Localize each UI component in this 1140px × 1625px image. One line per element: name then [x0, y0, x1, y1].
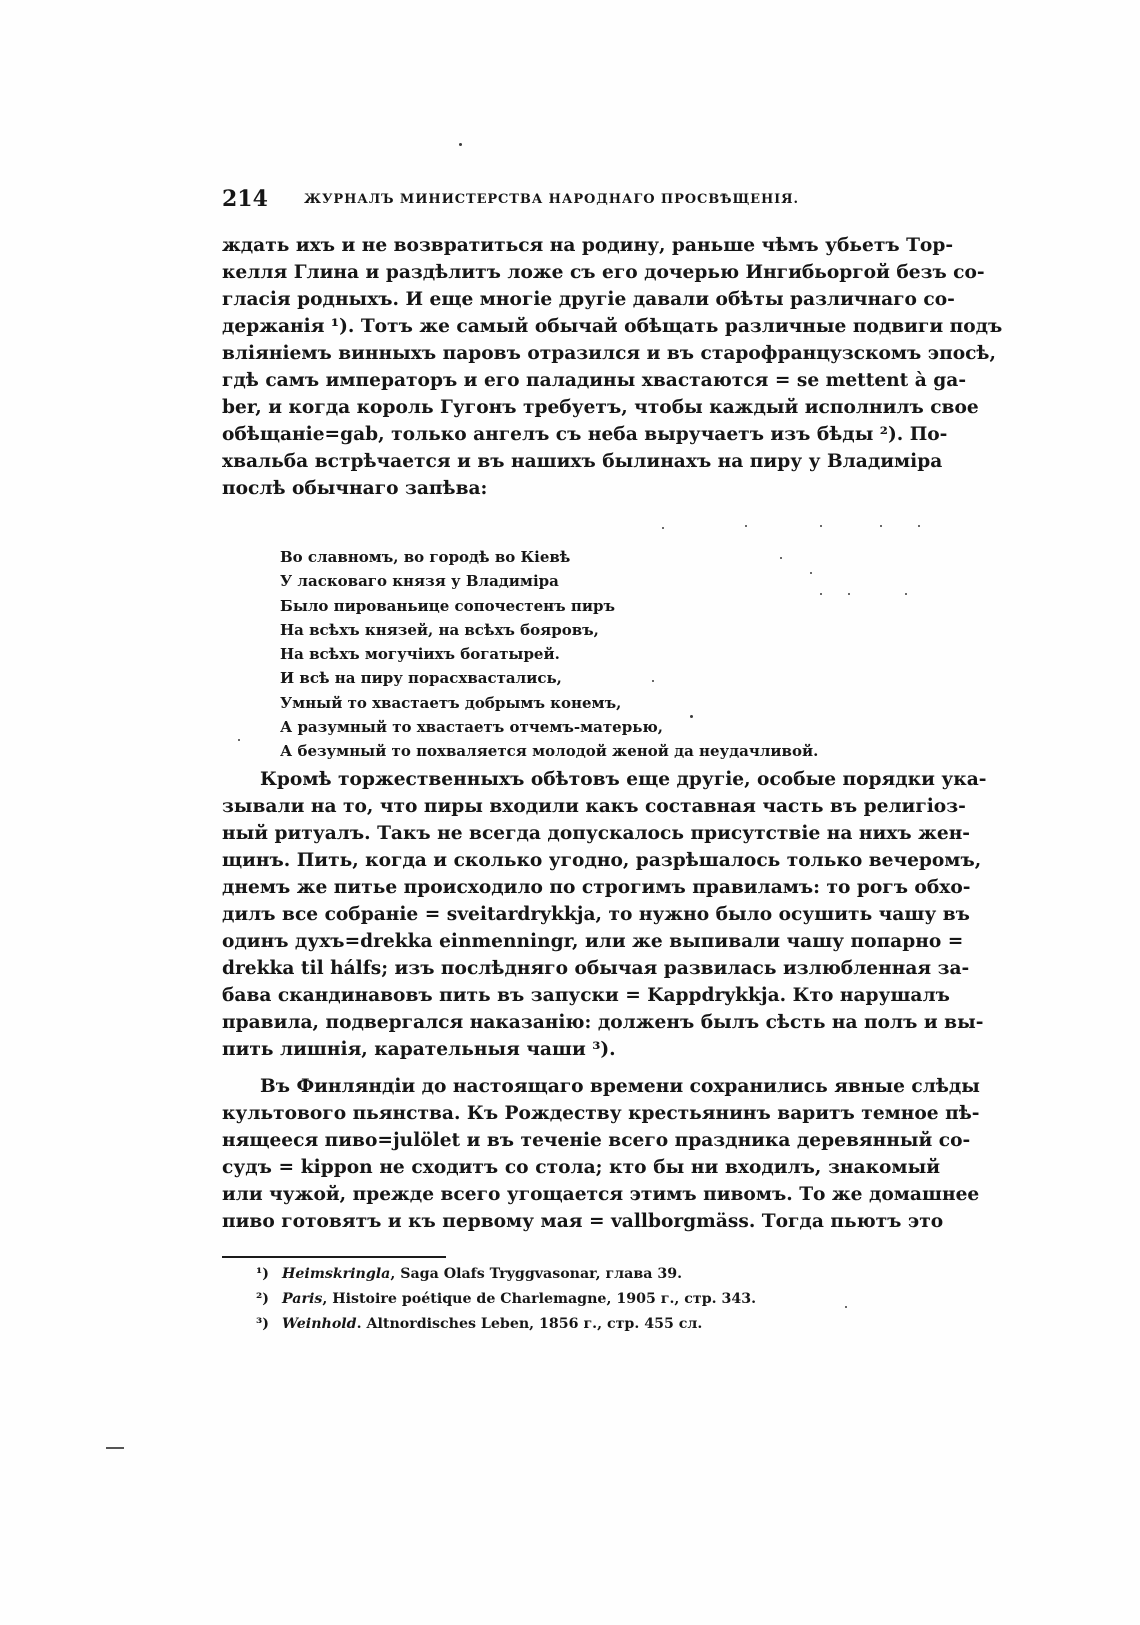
running-head: ЖУРНАЛЪ МИНИСТЕРСТВА НАРОДНАГО ПРОСВѢЩЕНІЯ.	[304, 192, 799, 207]
footnote-text: , Saga Olafs Tryggvasonar, глава 39.	[390, 1266, 683, 1282]
verse-line: А разумный то хвастаетъ отчемъ-матерью,	[280, 718, 663, 737]
scan-speck	[238, 739, 240, 741]
text-line: послѣ обычнаго запѣва:	[222, 478, 488, 499]
footnote-author: Heimskringla	[282, 1266, 391, 1282]
page-number: 214	[222, 186, 268, 212]
scan-speck	[918, 525, 920, 527]
scan-speck	[662, 527, 664, 529]
footnote-author: Paris	[282, 1291, 323, 1307]
verse-line: На всѣхъ князей, на всѣхъ бояровъ,	[280, 620, 599, 639]
footnote-3	[256, 1312, 896, 1337]
text-line: вліяніемъ винныхъ паровъ отразился и въ старофранцузскомъ эпосѣ,	[222, 343, 996, 364]
text-line: Кромѣ торжественныхъ обѣтовъ еще другіе, особые порядки ука-	[260, 769, 987, 790]
verse-line: А безумный то похваляется молодой женой да неудачливой.	[280, 742, 819, 761]
verse-line: Было пированьице сопочестенъ пиръ	[280, 596, 615, 615]
footnote-marker: ¹)	[256, 1266, 269, 1282]
verse-line: У ласковаго князя у Владиміра	[280, 572, 559, 591]
scan-dash	[106, 1447, 124, 1449]
text-line: хвальба встрѣчается и въ нашихъ былинахъ на пиру у Владиміра	[222, 451, 943, 472]
scan-speck	[810, 572, 812, 574]
text-line: ждать ихъ и не возвратиться на родину, раньше чѣмъ убьетъ Тор-	[222, 235, 954, 256]
footnote-text: , Histoire poétique de Charlemagne, 1905 г., стр. 343.	[322, 1291, 757, 1307]
scan-speck	[845, 1306, 847, 1308]
text-line: дилъ все собраніе = sveitardrykkja, то нужно было осушить чашу въ	[222, 904, 970, 925]
verse-line: На всѣхъ могучіихъ богатырей.	[280, 645, 560, 664]
text-line: пить лишнія, карательныя чаши ³).	[222, 1039, 616, 1060]
text-line: щинъ. Пить, когда и сколько угодно, разрѣшалось только вечеромъ,	[222, 850, 982, 871]
paragraph-2	[222, 766, 987, 1063]
scan-speck	[820, 525, 822, 527]
scan-speck	[905, 593, 907, 595]
text-line: судъ = kippon не сходитъ со стола; кто бы ни входилъ, знакомый	[222, 1157, 940, 1178]
text-line: держанія ¹). Тотъ же самый обычай обѣщать различные подвиги подъ	[222, 316, 1003, 337]
footnote-marker: ²)	[256, 1291, 269, 1307]
text-line: ber, и когда король Гугонъ требуетъ, чтобы каждый исполнилъ свое	[222, 397, 979, 418]
text-line: гласія родныхъ. И еще многіе другіе давали обѣты различнаго со-	[222, 289, 955, 310]
scan-speck	[745, 525, 747, 527]
text-line: правила, подвергался наказанію: долженъ былъ сѣсть на полъ и вы-	[222, 1012, 984, 1033]
text-line: днемъ же питье происходило по строгимъ правиламъ: то рогъ обхо-	[222, 877, 971, 898]
footnote-text: . Altnordisches Leben, 1856 г., стр. 455 сл.	[356, 1316, 703, 1332]
scan-speck	[880, 525, 882, 527]
verse-line: Во славномъ, во городѣ во Кіевѣ	[280, 548, 571, 566]
page-header	[222, 186, 942, 216]
footnote-separator	[222, 1256, 446, 1258]
footnote-2	[256, 1287, 896, 1312]
text-line: келля Глина и раздѣлитъ ложе съ его дочерью Ингибьоргой безъ со-	[222, 262, 985, 283]
footnote-1	[256, 1262, 896, 1287]
text-line: гдѣ самъ императоръ и его паладины хвастаются = se mettent à ga-	[222, 370, 967, 391]
bylina-quotation	[280, 545, 900, 764]
scan-speck	[652, 680, 654, 682]
text-line: пиво готовятъ и къ первому мая = vallborgmäss. Тогда пьютъ это	[222, 1211, 944, 1232]
text-line: культового пьянства. Къ Рождеству крестьянинъ варитъ темное пѣ-	[222, 1103, 980, 1124]
text-line: обѣщаніе=gab, только ангелъ съ неба выручаетъ изъ бѣды ²). По-	[222, 424, 948, 445]
text-line: drekka til hálfs; изъ послѣдняго обычая развилась излюбленная за-	[222, 958, 970, 979]
text-line: зывали на то, что пиры входили какъ составная часть въ религіоз-	[222, 796, 966, 817]
scan-speck	[820, 593, 822, 595]
footnotes	[256, 1262, 896, 1337]
scan-speck	[780, 557, 782, 559]
scan-speck	[459, 143, 462, 146]
scan-speck	[690, 715, 693, 718]
scan-speck	[848, 593, 850, 595]
paragraph-1	[222, 232, 1003, 502]
footnote-marker: ³)	[256, 1316, 269, 1332]
text-line: нящееся пиво=julölet и въ теченіе всего праздника деревянный со-	[222, 1130, 971, 1151]
footnote-author: Weinhold	[282, 1316, 357, 1332]
text-line: или чужой, прежде всего угощается этимъ пивомъ. То же домашнее	[222, 1184, 980, 1205]
text-line: Въ Финляндіи до настоящаго времени сохранились явные слѣды	[260, 1076, 980, 1097]
text-line: ный ритуалъ. Такъ не всегда допускалось присутствіе на нихъ жен-	[222, 823, 971, 844]
verse-line: Умный то хвастаетъ добрымъ конемъ,	[280, 693, 622, 712]
text-line: бава скандинавовъ пить въ запуски = Kappdrykkja. Кто нарушалъ	[222, 985, 950, 1006]
paragraph-3	[222, 1073, 980, 1235]
verse-line: И всѣ на пиру порасхвастались,	[280, 669, 562, 688]
text-line: одинъ духъ=drekka einmenningr, или же выпивали чашу попарно =	[222, 931, 964, 952]
